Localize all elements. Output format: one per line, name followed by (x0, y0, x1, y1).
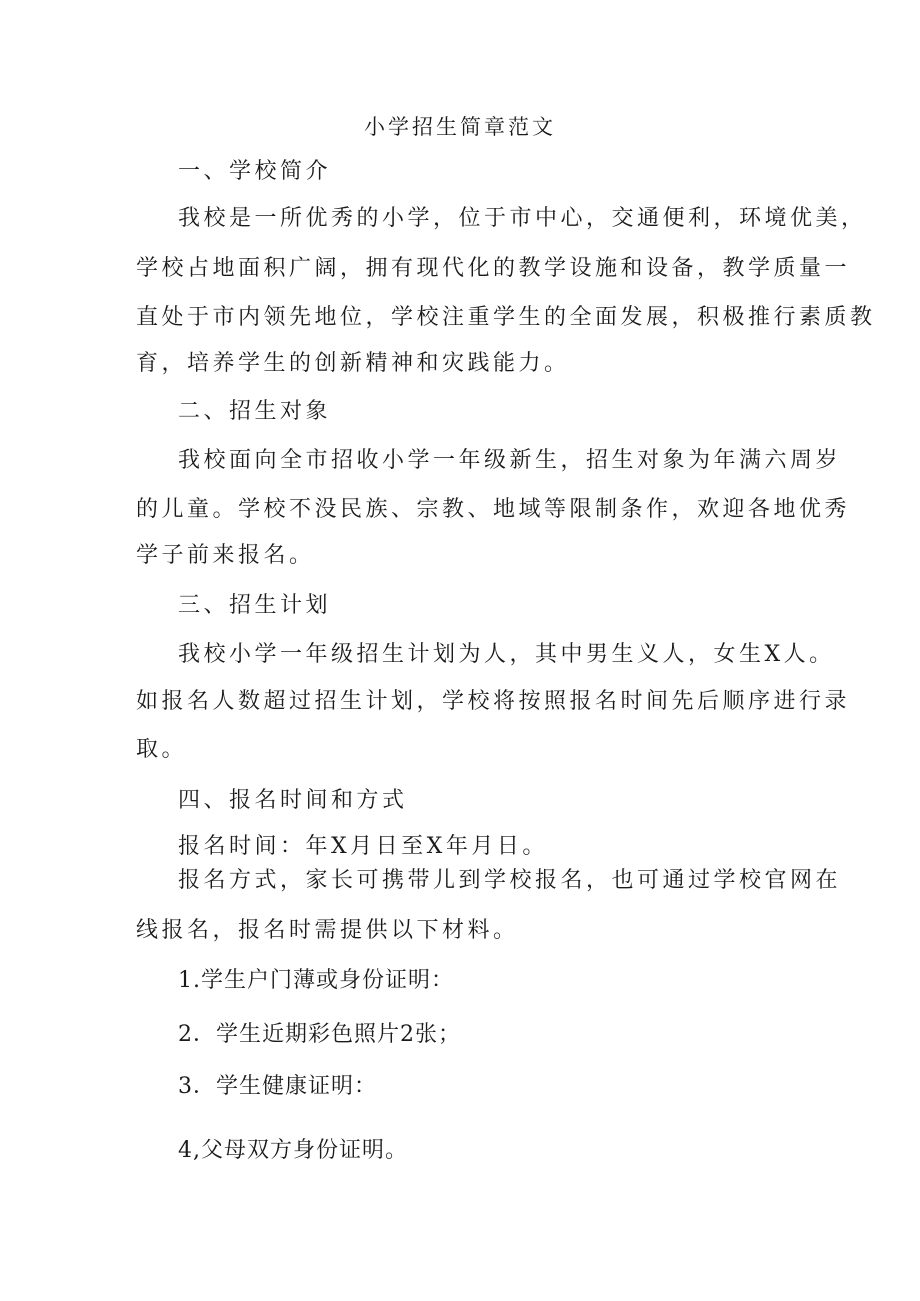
document-title: 小学招生简章范文 (364, 115, 556, 139)
paragraph-line: 我校面向全市招收小学一年级新生，招生对象为年满六周岁 (178, 448, 842, 473)
material-item: 1.学生户门薄或身份证明： (178, 968, 454, 993)
paragraph-line: 学校占地面积广阔，拥有现代化的教学设施和设备，教学质量一 (136, 256, 851, 281)
section-heading-enrollment-target: 二、招生对象 (178, 399, 332, 424)
paragraph-line: 我校小学一年级招生计划为人，其中男生义人，女生X人。 (178, 642, 835, 667)
material-item: 3．学生健康证明： (178, 1074, 377, 1099)
paragraph-line: 取。 (136, 737, 188, 762)
paragraph-line: 学子前来报名。 (136, 543, 315, 568)
paragraph-line: 育，培养学生的创新精神和灾践能力。 (136, 351, 570, 376)
section-heading-registration: 四、报名时间和方式 (178, 788, 408, 813)
paragraph-line: 我校是一所优秀的小学，位于市中心，交通便利，环境优美， (178, 206, 867, 231)
material-item: 2．学生近期彩色照片2张； (178, 1022, 461, 1047)
registration-time: 报名时间：年X月日至X年月日。 (178, 834, 548, 859)
registration-method: 报名方式，家长可携带儿到学校报名，也可通过学校官网在 (178, 868, 842, 893)
paragraph-line: 的儿童。学校不没民族、宗教、地域等限制条作，欢迎各地优秀 (136, 497, 851, 522)
section-heading-enrollment-plan: 三、招生计划 (178, 593, 332, 618)
section-heading-school-intro: 一、学校简介 (178, 159, 332, 184)
paragraph-line: 直处于市内领先地位，学校注重学生的全面发展，积极推行素质教 (136, 305, 876, 330)
paragraph-line: 如报名人数超过招生计划，学校将按照报名时间先后顺序进行录 (136, 689, 851, 714)
paragraph-line: 线报名，报名时需提供以下材料。 (136, 918, 519, 943)
material-item: 4,父母双方身份证明。 (178, 1138, 408, 1163)
